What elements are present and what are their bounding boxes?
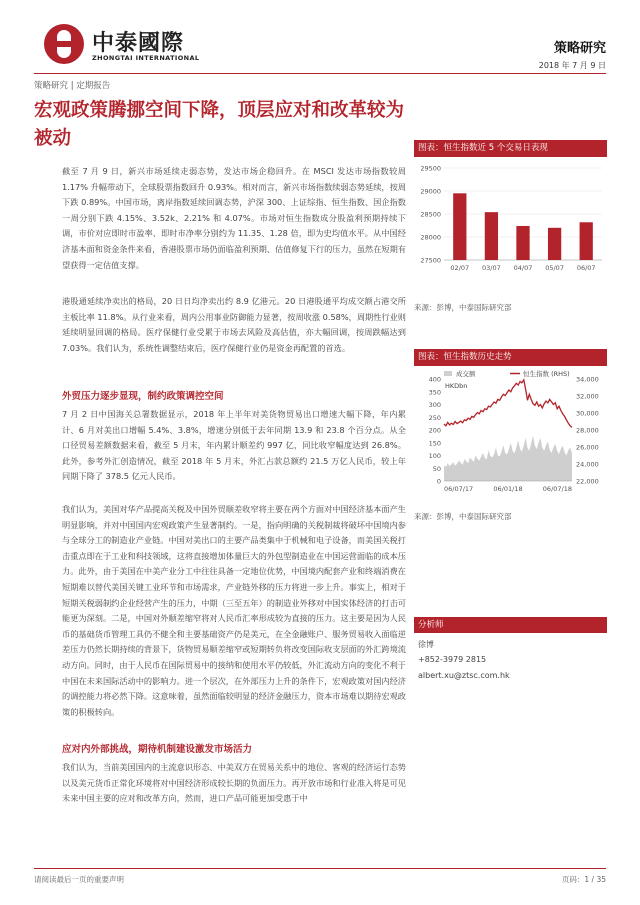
company-name-cn: 中泰國際 bbox=[92, 31, 185, 56]
chart2-y-tick-left: 350 bbox=[428, 388, 441, 397]
chart1-bar-chart bbox=[414, 160, 607, 288]
chart2-unit-label: HKDbn bbox=[445, 382, 468, 390]
paragraph-2: 港股通延续净卖出的格局，20 日日均净卖出约 8.9 亿港元。20 日港股通平均成交额占港交所主板比率 11.8%。从行业来看，周内公用事业防御能力显著，按周收涨 0.58%，周期性行业则延续明显回调的格局。医疗保健行业受累于市场去风险及高估值，亦大幅回调，按周跌幅达到 7.03%。我们认为，系统性调整结束后，医疗保健行业仍是资金再配置的首选。 bbox=[62, 296, 406, 353]
chart2-line-chart bbox=[414, 369, 607, 507]
paragraph-5: 我们认为，当前美国国内的主流意识形态、中美双方在贸易关系中的地位、客观的经济运行态势以及美元货币正常化环境将对中国经济形成较长期的负面压力。再开放市场和行业准入将是可见未来中国主要的应对和改革方向，然而，进口产品可能更加受惠于中 bbox=[62, 762, 406, 804]
chart2-y-tick-right: 22,000 bbox=[576, 477, 599, 486]
chart2-y-tick-left: 150 bbox=[428, 439, 441, 448]
analyst-phone: +852-3979 2815 bbox=[418, 655, 487, 664]
chart2-y-tick-left: 200 bbox=[428, 426, 441, 435]
chart2-y-tick-right: 30,000 bbox=[576, 409, 599, 418]
chart2-y-tick-right: 32,000 bbox=[576, 392, 599, 401]
chart1-x-tick: 04/07 bbox=[513, 264, 533, 272]
chart2-x-tick: 06/07/17 bbox=[444, 485, 474, 493]
paragraph-1: 截至 7 月 9 日，新兴市场延续走弱态势，发达市场企稳回升。在 MSCI 发达市场指数较周 1.17% 升幅带动下，全球股票指数回升 0.93%。相对而言，新兴市场指数续弱态势延续，按周下跌 0.89%。中国市场，离岸指数延续回调态势，沪深 300、上证综指、恒生指数、国企指数一周分别下跌 4.15%、3.52k、2.21% 和 4.07%。市场对恒生指数成分股盈利预期持续下调，市价对应即时市盈率、即时市净率分别约为 11.35、1.28 倍，即为史均值水平。从中国经济基本面和资金条件来看，香港股票市场仍面临盈利预期、估值修复下行的压力，虽然在短期有望获得一定估值支撑。 bbox=[62, 166, 406, 270]
chart2-y-tick-left: 50 bbox=[432, 464, 441, 473]
chart2-source: 来源：彭博，中泰国际研究部 bbox=[414, 512, 512, 521]
chart2-x-tick: 06/07/18 bbox=[542, 485, 572, 493]
section-heading-2: 应对内外部挑战，期待机制建设激发市场活力 bbox=[62, 744, 253, 755]
footer-divider bbox=[34, 868, 606, 869]
chart1-x-tick: 02/07 bbox=[450, 264, 470, 272]
chart2-y-tick-left: 250 bbox=[428, 413, 441, 422]
chart2-y-tick-right: 34,000 bbox=[576, 375, 599, 384]
chart1-x-tick: 03/07 bbox=[482, 264, 501, 272]
chart2-legend-area: 成交额 bbox=[456, 370, 476, 378]
chart1-y-tick: 28500 bbox=[420, 210, 441, 219]
page-number: 页码：1 / 35 bbox=[561, 875, 606, 884]
page-title: 宏观政策腾挪空间下降，顶层应对和改革较为被动 bbox=[34, 100, 405, 149]
chart2-legend-swatch-area bbox=[444, 371, 452, 376]
chart1-x-tick: 05/07 bbox=[545, 264, 564, 272]
company-logo-icon bbox=[44, 24, 84, 64]
chart2-y-tick-right: 26,000 bbox=[576, 443, 599, 452]
chart1-x-tick: 06/07 bbox=[576, 264, 596, 272]
chart2-y-tick-left: 300 bbox=[428, 401, 441, 409]
header-divider bbox=[34, 73, 606, 74]
section-heading-1: 外贸压力逐步显现，制约政策调控空间 bbox=[62, 391, 224, 402]
paragraph-4: 我们认为，美国对华产品提高关税及中国外贸顺差收窄将主要在两个方面对中国经济基本面产生明显影响，并对中国国内宏观政策产生显著制约。一是，指向明确的关税制裁将破坏中国境内参与全球分工的制造业产业链。中国对美出口的主要产品类集中于机械和电子设备，而美国关税打击重点即在于工业和科技领域，这将直接增加体量巨大的外包型制造业在中国运营面临的成本压力。此外，由于美国在中美产业分工中往往具备一定地位优势，中国境内配套产业和终端消费在短期难以替代美国关键工业环节和市场需求，产业链外移的压力将进一步上升。事实上，相对于短期关税弱制约企业经营产生的压力，中期（三至五年）的制造业外移对中国实体经济的打击可能更为深刻。二是，中国对外顺差缩窄将对人民币汇率形成较为直接的压力。这主要是因为人民币的基础货币管理工具仍不健全和主要基础资产仍是美元，在全金融账户、服务贸易收入面临逆差压力仍然长期持续的背景下，货物贸易顺差缩窄或短期转负将改变国际收支层面的外汇跨境流动方向。同时，由于人民币在国际贸易中的接纳和使用水平仍较低，外汇流动方向的变化不利于中国在未来国际活动中的影响力。进一个层次，在外部压力上升的条件下，宏观政策对国内经济的调控能力将必然下降。这意味着，虽然面临较明显的经济金融压力，资本市场难以期待宏观政策的积极转向。 bbox=[62, 504, 406, 717]
chart2-area-series bbox=[444, 436, 572, 481]
report-date: 2018 年 7 月 9 日 bbox=[538, 61, 606, 70]
analyst-email[interactable]: albert.xu@ztsc.com.hk bbox=[418, 671, 510, 680]
chart2-y-tick-left: 0 bbox=[436, 477, 441, 486]
chart1-bar bbox=[485, 212, 498, 260]
chart2-y-tick-right: 28,000 bbox=[576, 426, 599, 435]
chart1-header: 图表：恒生指数近 5 个交易日表现 bbox=[414, 140, 607, 157]
report-type: 策略研究 bbox=[553, 41, 606, 56]
chart1-y-tick: 28000 bbox=[420, 233, 441, 242]
chart2-y-tick-left: 100 bbox=[428, 452, 441, 460]
company-name-en: ZHONGTAI INTERNATIONAL bbox=[92, 54, 200, 62]
chart1-bar bbox=[453, 193, 466, 260]
chart2-y-tick-left: 400 bbox=[428, 375, 441, 384]
breadcrumb: 策略研究 | 定期报告 bbox=[34, 81, 111, 91]
chart2-legend-line: 恒生指数 (RHS) bbox=[523, 370, 570, 378]
analyst-header: 分析师 bbox=[414, 617, 607, 633]
chart1-source: 来源：彭博，中泰国际研究部 bbox=[414, 303, 512, 312]
chart2-header: 图表：恒生指数历史走势 bbox=[414, 349, 607, 366]
analyst-name: 徐博 bbox=[418, 640, 434, 649]
chart1-y-tick: 29500 bbox=[420, 164, 441, 173]
paragraph-3: 7 月 2 日中国海关总署数据显示，2018 年上半年对美货物贸易出口增速大幅下降，年内累计、6 月对美出口增幅 5.4%、3.8%，增速分别低于去年同期 13.9 和 23.8 个百分点。从全口径贸易差额数据来看，截至 5 月末，年内累计顺差约 997 亿，同比收窄幅度达到 26.8%。此外，参考外汇创造情况，截至 2018 年 5 月末，外汇占款总额约 21.5 万亿人民币，较上年同期下降了 378.5 亿元人民币。 bbox=[62, 409, 406, 482]
footer-disclaimer[interactable]: 请阅读最后一页的重要声明 bbox=[34, 875, 124, 884]
chart1-bar bbox=[516, 226, 529, 260]
chart1-y-tick: 29000 bbox=[420, 187, 441, 196]
chart1-bar bbox=[548, 228, 561, 260]
chart1-bar bbox=[580, 222, 593, 260]
chart2-x-tick: 06/01/18 bbox=[493, 485, 523, 493]
chart1-y-tick: 27500 bbox=[420, 256, 441, 265]
chart2-y-tick-right: 24,000 bbox=[576, 460, 599, 469]
